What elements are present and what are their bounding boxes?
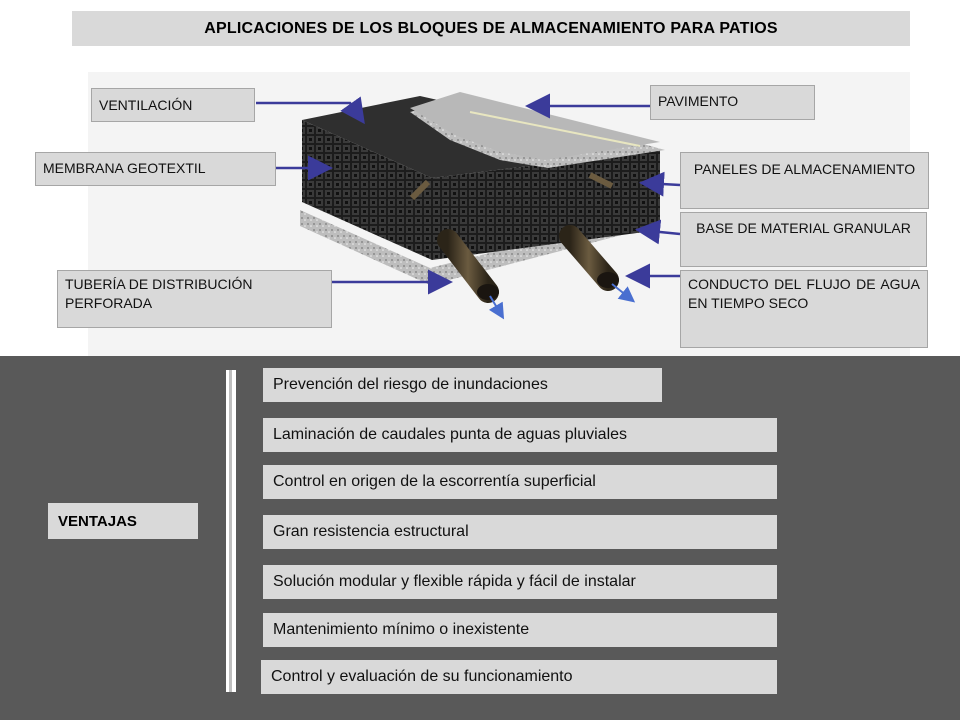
label-paneles-almacenamiento: PANELES DE ALMACENAMIENTO [680,152,929,209]
bracket-line [226,370,236,692]
ventaja-item: Mantenimiento mínimo o inexistente [263,613,777,647]
label-membrana-geotextil: MEMBRANA GEOTEXTIL [35,152,276,186]
label-base-material-granular: BASE DE MATERIAL GRANULAR [680,212,927,267]
label-tuberia-distribucion: TUBERÍA DE DISTRIBUCIÓN PERFORADA [57,270,332,328]
label-pavimento: PAVIMENTO [650,85,815,120]
ventaja-item: Gran resistencia estructural [263,515,777,549]
ventaja-item: Laminación de caudales punta de aguas pluviales [263,418,777,452]
ventaja-item: Control y evaluación de su funcionamiento [261,660,777,694]
label-ventilacion: VENTILACIÓN [91,88,255,122]
label-conducto-flujo: CONDUCTO DEL FLUJO DE AGUA EN TIEMPO SECO [680,270,928,348]
ventaja-item: Solución modular y flexible rápida y fácil de instalar [263,565,777,599]
ventajas-label: VENTAJAS [48,503,198,539]
ventaja-item: Prevención del riesgo de inundaciones [263,368,662,402]
ventaja-item: Control en origen de la escorrentía superficial [263,465,777,499]
diagram-title: APLICACIONES DE LOS BLOQUES DE ALMACENAMIENTO PARA PATIOS [72,11,910,46]
